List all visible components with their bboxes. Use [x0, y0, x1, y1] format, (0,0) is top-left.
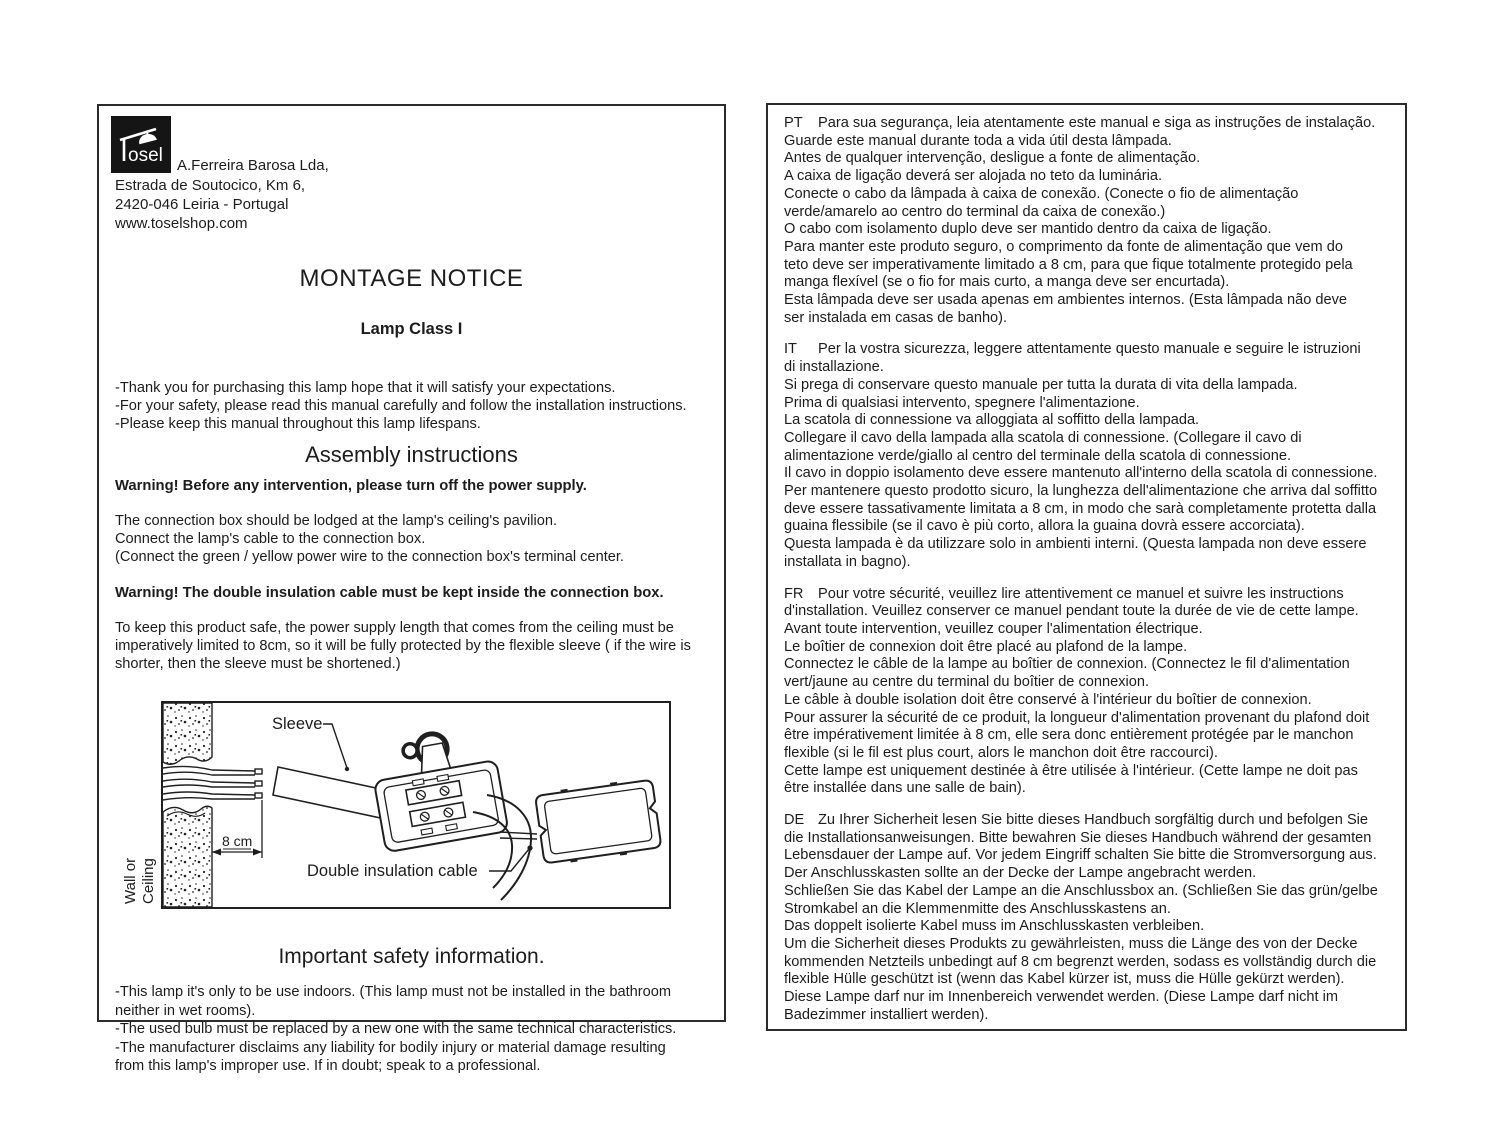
- section-body: [784, 359, 1389, 571]
- text-line: Prima di qualsiasi intervento, spegnere l'alimentazione.: [784, 394, 1140, 411]
- text-line: flexible (si le fil est plus court, alors le manchon doit être raccourci).: [784, 744, 1218, 761]
- text-line: Stromkabel an die Klemmenmitte des Anschlusskastens an.: [784, 900, 1171, 917]
- svg-text:Ceiling: Ceiling: [140, 858, 157, 904]
- company-name: A.Ferreira Barosa Lda,: [177, 157, 329, 174]
- company-address-line: Estrada de Soutocico, Km 6,: [115, 177, 306, 194]
- installation-diagram: [117, 700, 708, 921]
- text-line: Pour assurer la sécurité de ce produit, la longueur d'alimentation provenant du plafond doit: [784, 709, 1370, 726]
- company-address-line: 2420-046 Leiria - Portugal: [115, 196, 289, 213]
- section-body: [784, 133, 1389, 328]
- svg-text:8 cm: 8 cm: [222, 833, 253, 849]
- tosel-logo: [111, 116, 171, 173]
- section-pt: [784, 115, 1389, 327]
- text-line: Per mantenere questo prodotto sicuro, la lunghezza dell'alimentazione che arriva dal soffitto: [784, 483, 1378, 500]
- text-line: Cette lampe est uniquement destinée à être utilisée à l'intérieur. (Cette lampe ne doit pas: [784, 762, 1358, 779]
- svg-text:Wall or: Wall or: [122, 857, 139, 904]
- text-line: Antes de qualquer intervenção, desligue a fonte de alimentação.: [784, 150, 1201, 167]
- text-line: Diese Lampe darf nur im Innenbereich verwendet werden. (Diese Lampe darf nicht im: [784, 989, 1339, 1006]
- text-line: O cabo com isolamento duplo deve ser mantido dentro da caixa de ligação.: [784, 221, 1272, 238]
- section-text: Per la vostra sicurezza, leggere attentamente questo manuale e seguire le istruzioni: [818, 341, 1361, 358]
- safety-title: Important safety information.: [278, 945, 545, 968]
- warning-power-supply: Warning! Before any intervention, please turn off the power supply.: [115, 478, 587, 494]
- assembly-instructions-title: Assembly instructions: [305, 442, 518, 467]
- document-subtitle: Lamp Class I: [360, 320, 463, 338]
- section-body: [784, 603, 1389, 798]
- text-line: neither in wet rooms).: [115, 1002, 256, 1019]
- section-first-line: [784, 812, 1389, 830]
- company-header: [111, 116, 708, 173]
- section-first-line: [784, 115, 1389, 133]
- text-line: imperatively limited to 8cm, so it will be fully protected by the flexible sleeve ( if the wire is: [115, 638, 691, 654]
- page-right: [766, 103, 1407, 1031]
- section-text: Pour votre sécurité, veuillez lire attentivement ce manuel et suivre les instructions: [818, 585, 1344, 602]
- text-line: Le boîtier de connexion doit être placé au plafond de la lampe.: [784, 638, 1188, 655]
- text-line: Il cavo in doppio isolamento deve essere mantenuto all'interno della scatola di connessione.: [784, 465, 1378, 482]
- section-de: [784, 812, 1389, 1024]
- text-line: -Please keep this manual throughout this lamp lifespans.: [115, 416, 481, 432]
- language-code: PT: [784, 115, 803, 131]
- section-text: Zu Ihrer Sicherheit lesen Sie bitte dieses Handbuch sorgfältig durch und befolgen Sie: [818, 812, 1369, 829]
- document-title: MONTAGE NOTICE: [299, 265, 524, 292]
- text-line: Connect the lamp's cable to the connection box.: [115, 531, 426, 547]
- company-address-line: www.toselshop.com: [115, 215, 248, 232]
- text-line: Avant toute intervention, veuillez couper l'alimentation électrique.: [784, 620, 1203, 637]
- text-line: Le câble à double isolation doit être conservé à l'intérieur du boîtier de connexion.: [784, 691, 1312, 708]
- text-line: Questa lampada è da utilizzare solo in ambienti interni. (Questa lampada non deve essere: [784, 536, 1367, 553]
- text-line: shorter, then the sleeve must be shortened.): [115, 656, 401, 672]
- section-first-line: [784, 586, 1389, 604]
- company-address: [115, 176, 708, 233]
- language-code: DE: [784, 812, 805, 829]
- language-code: IT: [784, 341, 797, 358]
- text-line: Esta lâmpada deve ser usada apenas em ambientes internos. (Esta lâmpada não deve: [784, 292, 1348, 309]
- text-line: verde/amarelo ao centro do terminal da caixa de conexão.): [784, 203, 1166, 220]
- connection-paragraph: [115, 512, 708, 566]
- text-line: To keep this product safe, the power supply length that comes from the ceiling must be: [115, 620, 674, 636]
- warning-double-insulation: Warning! The double insulation cable must be kept inside the connection box.: [115, 585, 664, 601]
- text-line: Lebensdauer der Lampe auf. Vor jedem Eingriff schalten Sie bitte die Stromversorgung aus.: [784, 847, 1377, 864]
- section-first-line: [784, 341, 1389, 359]
- section-it: [784, 341, 1389, 571]
- installation-diagram-svg: [117, 700, 683, 916]
- text-line: deve essere tassativamente limitata a 8 cm, in modo che sarà completamente protetta dalla: [784, 500, 1377, 517]
- text-line: guaina flessibile (se il cavo è più corto, allora la guaina dovrà essere accorciata).: [784, 518, 1305, 535]
- text-line: flexible Hülle geschützt ist (wenn das Kabel kürzer ist, muss die Hülle gekürzt werden).: [784, 971, 1345, 988]
- logo-text: osel: [128, 145, 163, 166]
- text-line: The connection box should be lodged at the lamp's ceiling's pavilion.: [115, 513, 558, 529]
- text-line: Connectez le câble de la lampe au boîtier de connexion. (Connectez le fil d'alimentation: [784, 656, 1350, 673]
- text-line: teto deve ser imperativamente limitado a 8 cm, para que fique totalmente protegido pela: [784, 256, 1353, 273]
- text-line: Si prega di conservare questo manuale per tutta la durata di vita della lampada.: [784, 376, 1298, 393]
- section-text: Para sua segurança, leia atentamente este manual e siga as instruções de instalação.: [818, 115, 1376, 131]
- text-line: -The used bulb must be replaced by a new one with the same technical characteristics.: [115, 1021, 677, 1038]
- svg-text:Double insulation cable: Double insulation cable: [307, 862, 478, 880]
- text-line: di installazione.: [784, 359, 884, 376]
- section-body: [784, 830, 1389, 1025]
- text-line: Para manter este produto seguro, o comprimento da fonte de alimentação que vem do: [784, 238, 1343, 255]
- text-line: d'installation. Veuillez conserver ce manuel pendant toute la durée de vie de cette lampe.: [784, 603, 1359, 620]
- text-line: La scatola di connessione va alloggiata al soffitto della lampada.: [784, 412, 1200, 429]
- text-line: Badezimmer installiert werden).: [784, 1006, 989, 1023]
- intro-paragraph: [115, 379, 708, 433]
- text-line: from this lamp's improper use. If in doubt; speak to a professional.: [115, 1058, 541, 1075]
- svg-text:Sleeve: Sleeve: [272, 715, 323, 733]
- text-line: alimentazione verde/giallo al centro del terminale della scatola di connessione.: [784, 447, 1292, 464]
- text-line: manga flexível (se o fio for mais curto, a manga deve ser encurtada).: [784, 274, 1230, 291]
- text-line: être impérativement limitée à 8 cm, elle sera donc entièrement protégée par le manchon: [784, 727, 1354, 744]
- text-line: Collegare il cavo della lampada alla scatola di connessione. (Collegare il cavo di: [784, 429, 1302, 446]
- text-line: -The manufacturer disclaims any liability for bodily injury or material damage resulting: [115, 1039, 666, 1056]
- text-line: (Connect the green / yellow power wire to the connection box's terminal center.: [115, 549, 624, 565]
- text-line: Um die Sicherheit dieses Produkts zu gewährleisten, muss die Länge des von der Decke: [784, 935, 1358, 952]
- section-fr: [784, 586, 1389, 798]
- text-line: Schließen Sie das Kabel der Lampe an die Anschlussbox an. (Schließen Sie das grün/gelbe: [784, 882, 1378, 899]
- text-line: vert/jaune au centre du terminal du boîtier de connexion.: [784, 674, 1150, 691]
- text-line: installata in bagno).: [784, 553, 911, 570]
- text-line: A caixa de ligação deverá ser alojada no teto da luminária.: [784, 168, 1163, 185]
- text-line: Der Anschlusskasten sollte an der Decke der Lampe angebracht werden.: [784, 865, 1257, 882]
- page-left: [97, 104, 726, 1075]
- wall-ceiling-label: [122, 858, 157, 904]
- keep-safe-paragraph: [115, 619, 708, 673]
- text-line: -This lamp it's only to be use indoors. (This lamp must not be installed in the bathroom: [115, 984, 671, 1000]
- text-line: ser instalada em casas de banho).: [784, 309, 1008, 326]
- text-line: kommenden Netzteils unbedingt auf 8 cm begrenzt werden, sodass es vollständig durch die: [784, 953, 1377, 970]
- text-line: -For your safety, please read this manual carefully and follow the installation instructions.: [115, 398, 687, 414]
- text-line: Conecte o cabo da lâmpada à caixa de conexão. (Conecte o fio de alimentação: [784, 185, 1299, 202]
- language-code: FR: [784, 585, 804, 602]
- text-line: Guarde este manual durante toda a vida útil desta lâmpada.: [784, 132, 1172, 149]
- text-line: être installée dans une salle de bain).: [784, 780, 1026, 797]
- text-line: Das doppelt isolierte Kabel muss im Anschlusskasten verbleiben.: [784, 918, 1205, 935]
- text-line: -Thank you for purchasing this lamp hope that it will satisfy your expectations.: [115, 380, 616, 396]
- text-line: die Installationsanweisungen. Bitte bewahren Sie dieses Handbuch während der gesamten: [784, 829, 1372, 846]
- safety-paragraph: [115, 983, 708, 1076]
